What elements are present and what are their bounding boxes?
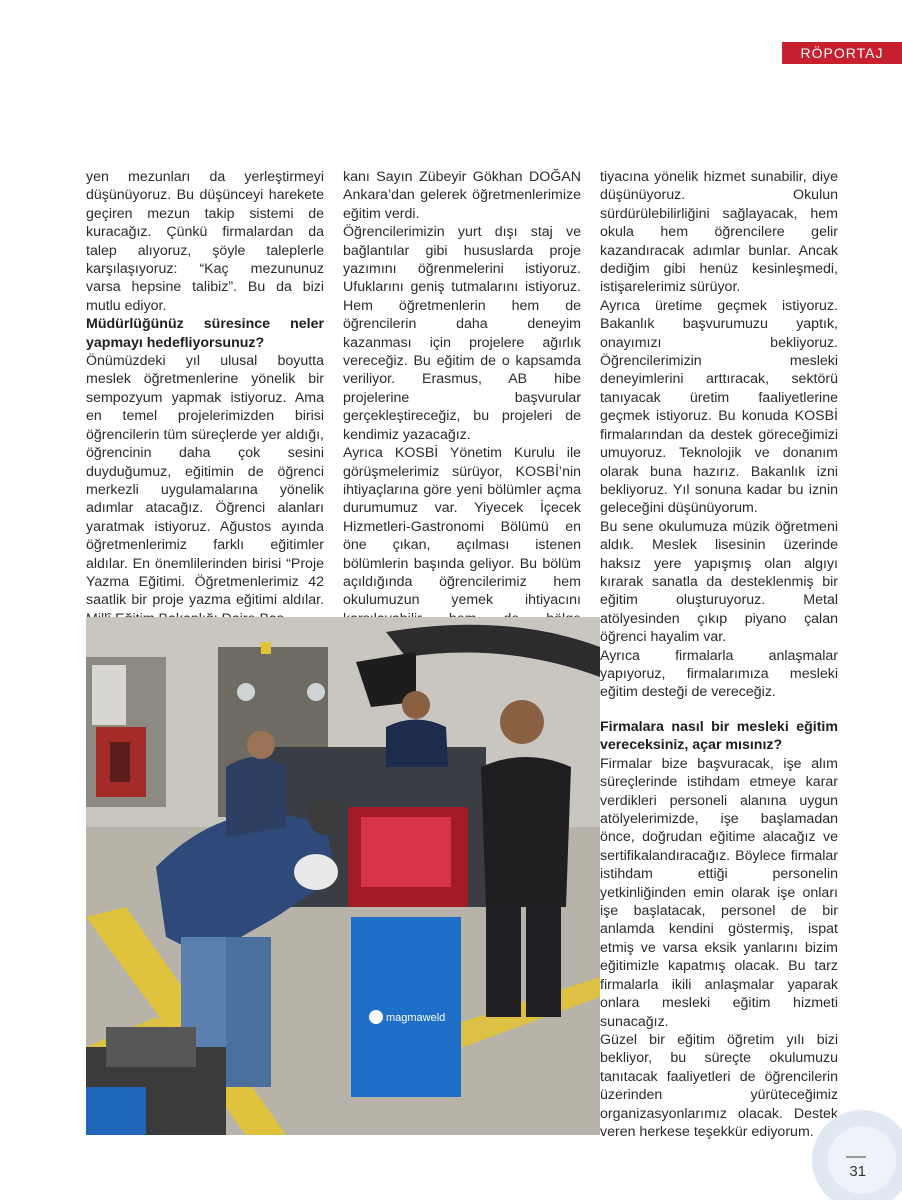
body-paragraph: Firmalar bize başvuracak, işe alım süreçlerinde istihdam etmeye karar verdikleri personeli alanına uygun atölyelerimizde, işe başlamadan önce, doğrudan eğitime alacağız ve sertifikalandıracağız. Böylece firmalar istihdam ettiği personelin yetkinliğinden emin olarak işe onları işe başlatacak, personel de bir anlamda kendini göstermiş, ispat etmiş ve varsa eksik yanlarını bizim eğitimizle kapatmış olacak. Bu tarz firmalarla ikili anlaşmalar yaparak onlara mesleki eğitim hizmeti sunacağız.	[600, 755, 838, 1030]
section-tag: RÖPORTAJ	[782, 42, 902, 64]
body-paragraph: Ayrıca firmalarla anlaşmalar yapıyoruz, firmalarımıza mesleki eğitim desteği de vereceğiz.	[600, 647, 838, 701]
welding-workshop-photo	[86, 617, 600, 1135]
page-number: 31	[849, 1163, 866, 1180]
machine-brand-label: magmaweld	[386, 1012, 446, 1024]
body-paragraph: Öğrencilerimizin yurt dışı staj ve bağlantılar gibi hususlarda proje yazımını öğrenmelerini istiyoruz. Ufuklarını geniş tutmalarını istiyoruz. Hem öğretmenlerin hem de öğrencilerin daha deneyim kazanması için projelere ağırlık vereceğiz. Bu eğitim de o kapsamda veriliyor. Erasmus, AB hibe projelerine başvurular gerçekleştireceğiz, bu projeleri de kendimiz yazacağız.	[343, 224, 581, 443]
body-paragraph: Ayrıca KOSBİ Yönetim Kurulu ile görüşmelerimiz sürüyor, KOSBİ’nin ihtiyaçlarına göre yeni bölümler açma durumumuz var. Yiyecek İçecek Hizmetleri-Gastronomi Bölümü en öne çıkan, açılması istenen bölümlerin başında geliyor. Bu bölüm açıldığında öğrencilerimiz hem okulumuzun yemek ihtiyacını	[343, 445, 581, 609]
body-paragraph: kanı Sayın Zübeyir Gökhan DOĞAN Ankara’dan gelerek öğretmenlerimize eğitim verdi.	[343, 169, 581, 222]
body-paragraph: Önümüzdeki yıl ulusal boyutta meslek öğretmenlerine yönelik bir sempozyum yapmak istiyoruz. Ama en temel projelerimizden birisi öğrencilerin tüm süreçlerde yer aldığı, öğrencinin daha çok sesini duyduğumuz, eğitimin de öğrenci merkezli uygulamalarına yönelik adımlar atacağız. Öğrenci alanları yaratmak istiyoruz. Ağustos ayında öğretmenlerimiz farklı eğitimler aldılar. En önemlilerinden birisi “Proje Yazma Eğitimi. Öğretmenlerimiz 42 saatlik bir proje yazma eğitimi aldılar.	[86, 353, 324, 609]
interview-question: Firmalara nasıl bir mesleki eğitim vereceksiniz, açar mısınız?	[600, 719, 838, 754]
body-paragraph: tiyacına yönelik hizmet sunabilir, diye düşünüyoruz. Okulun sürdürülebilirliğini sağlayacak, hem okula hem öğrencilere gelir kazandıracak adımlar bunlar. Ancak dediğim gibi henüz kesinleşmedi, istişarelerimiz sürüyor.	[600, 169, 838, 296]
text-column-1	[86, 168, 324, 628]
body-paragraph: Güzel bir eğitim öğretim yılı bizi bekliyor, bu süreçte okulumuzu tanıtacak faaliyetleri de öğrencilerin üzerinden yürüteceğimiz organizasyonlarımız olacak. Destek veren herkese teşekkür ediyorum.	[600, 1031, 838, 1140]
decorative-circle	[810, 1098, 902, 1200]
welding-scene-illustration	[86, 617, 600, 1135]
text-column-2	[343, 168, 581, 647]
interview-question: Müdürlüğünüz süresince neler yapmayı hedefliyorsunuz?	[86, 316, 324, 351]
page-number-rule	[846, 1156, 866, 1158]
body-paragraph: yen mezunları da yerleştirmeyi düşünüyoruz. Bu düşünceyi harekete geçiren mezun takip sistemi de kuracağız. Çünkü firmalardan da talep alıyoruz, şöyle taleplerle karşılaşıyoruz: “Kaç mezununuz varsa hepsine talibiz”. Bu da bizi mutlu ediyor.	[86, 169, 324, 314]
text-column-3-bottom	[600, 718, 838, 1141]
body-paragraph: Bu sene okulumuza müzik öğretmeni aldık. Meslek lisesinin üzerinde haksız yere yapışmış olan algıyı kırarak sanatla da desteklenmiş bir eğitim oluşturuyoruz. Metal atölyesinden çıkıp piyano çalan öğrenci hayalim var.	[600, 518, 838, 646]
body-paragraph: Ayrıca üretime geçmek istiyoruz. Bakanlık başvurumuzu yaptık, onayımızı bekliyoruz. Öğrencilerimizin mesleki deneyimlerini arttıracak, sektörü tanıyacak üretim faaliyetlerine geçmek istiyoruz. Bu konuda KOSBİ firmalarından da destek göreceğimizi umuyoruz. Teknolojik ve donanım olarak buna hazırız. Bakanlık izni bekliyoruz. Yıl sonuna kadar bu iznin geleceğini düşünüyorum.	[600, 297, 838, 517]
text-column-3-top	[600, 168, 838, 702]
